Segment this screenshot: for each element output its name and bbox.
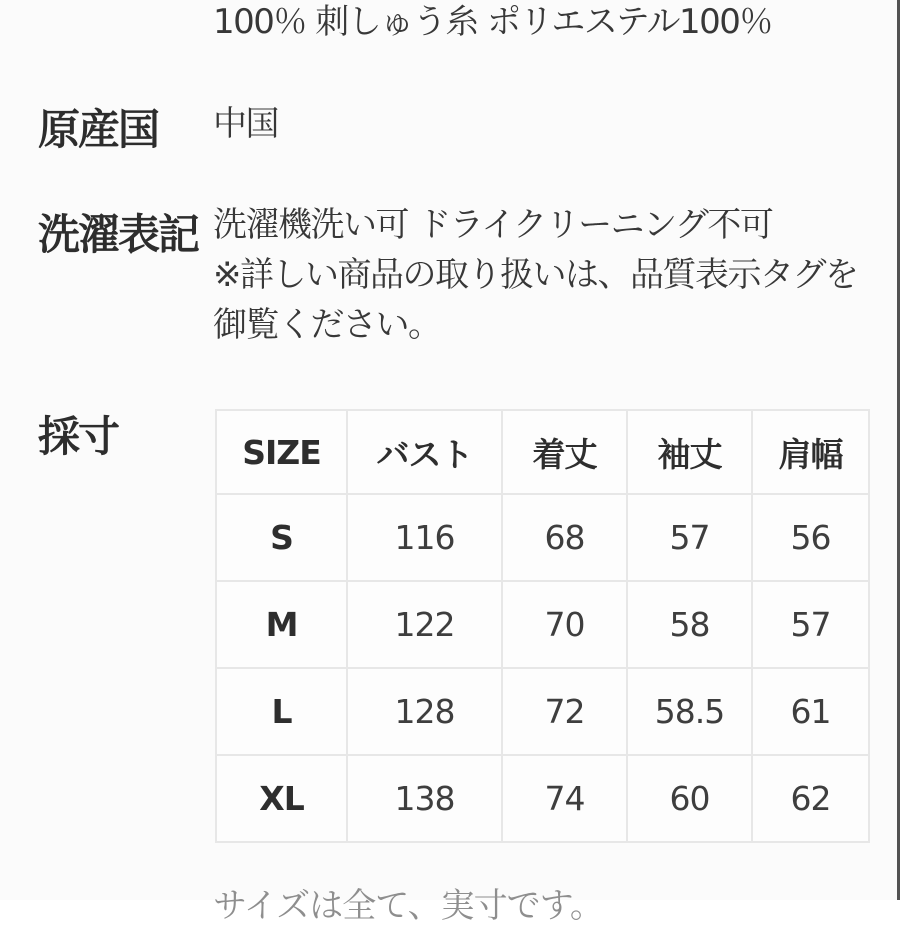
value-cell: 116: [347, 494, 502, 581]
size-row-l: [216, 668, 869, 755]
size-footnote-clipped: サイズは全て、実寸です。: [213, 886, 603, 926]
value-cell: 57: [752, 581, 869, 668]
value-cell: 58: [627, 581, 752, 668]
size-cell: S: [216, 494, 347, 581]
origin-label: 原産国: [38, 105, 159, 154]
material-value-overflow-line: 100％ 刺しゅう糸 ポリエステル100％: [213, 2, 772, 42]
value-cell: 68: [502, 494, 627, 581]
col-header-sleeve: 袖丈: [627, 410, 752, 494]
col-header-shoulder: 肩幅: [752, 410, 869, 494]
value-cell: 62: [752, 755, 869, 842]
measurement-label: 採寸: [38, 412, 119, 461]
origin-value: 中国: [213, 104, 278, 144]
col-header-length: 着丈: [502, 410, 627, 494]
washing-value: [213, 200, 858, 350]
value-cell: 128: [347, 668, 502, 755]
value-cell: 72: [502, 668, 627, 755]
value-cell: 70: [502, 581, 627, 668]
value-cell: 61: [752, 668, 869, 755]
size-cell: M: [216, 581, 347, 668]
value-cell: 122: [347, 581, 502, 668]
washing-line-2: ※詳しい商品の取り扱いは、品質表示タグを: [213, 255, 858, 295]
washing-line-3: 御覧ください。: [213, 305, 441, 345]
size-cell: L: [216, 668, 347, 755]
size-row-xl: [216, 755, 869, 842]
col-header-size: SIZE: [216, 410, 347, 494]
value-cell: 57: [627, 494, 752, 581]
size-cell: XL: [216, 755, 347, 842]
value-cell: 56: [752, 494, 869, 581]
size-table: [215, 409, 870, 843]
size-row-m: [216, 581, 869, 668]
value-cell: 60: [627, 755, 752, 842]
col-header-bust: バスト: [347, 410, 502, 494]
value-cell: 74: [502, 755, 627, 842]
size-row-s: [216, 494, 869, 581]
size-table-header-row: [216, 410, 869, 494]
value-cell: 138: [347, 755, 502, 842]
washing-label: 洗濯表記: [38, 210, 199, 259]
washing-line-1: 洗濯機洗い可 ドライクリーニング不可: [213, 205, 773, 245]
value-cell: 58.5: [627, 668, 752, 755]
